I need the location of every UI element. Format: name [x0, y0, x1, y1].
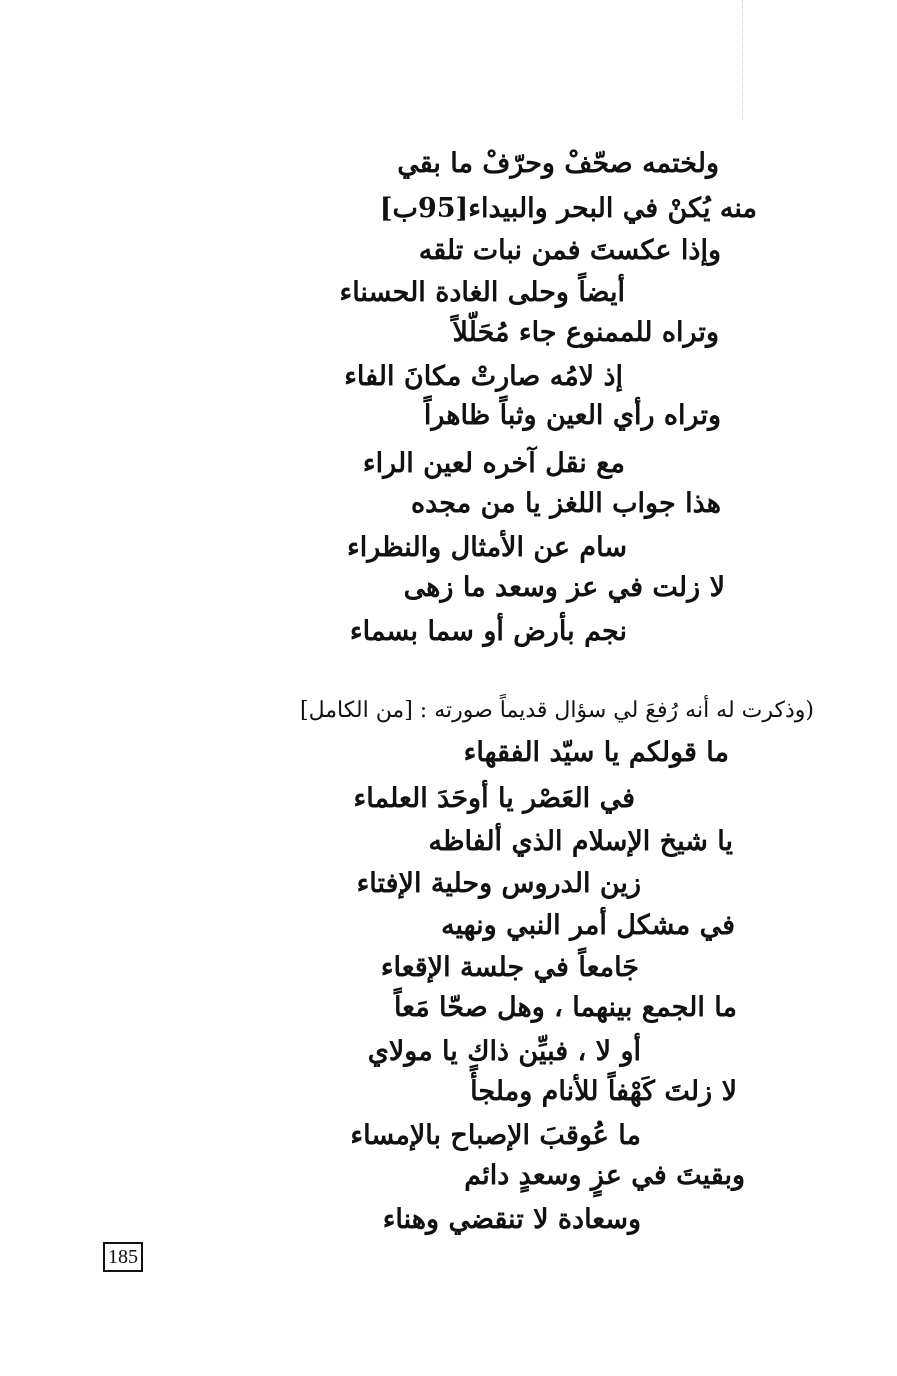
poem2-line-2: في العَصْر يا أوحَدَ العلماء [353, 783, 635, 814]
poem1-line-11: لا زلت في عز وسعد ما زهى [403, 572, 725, 603]
poem1-line-12: نجم بأرض أو سما بسماء [349, 616, 627, 647]
poem2-line-5: في مشكل أمر النبي ونهيه [441, 910, 735, 941]
page-number: 185 [103, 1242, 143, 1272]
poem1-line-2: منه يُكنْ في البحر والبيداء[95ب] [379, 193, 757, 224]
section-heading: (وذكرت له أنه رُفعَ لي سؤال قديماً صورته : [من الكامل] [300, 698, 814, 723]
poem2-line-4: زين الدروس وحلية الإفتاء [356, 868, 641, 899]
poem2-line-12: وسعادة لا تنقضي وهناء [382, 1204, 641, 1235]
poem1-line-3: وإذا عكستَ فمن نبات تلقه [418, 235, 721, 266]
poem2-line-10: ما عُوقبَ الإصباح بالإمساء [350, 1120, 641, 1151]
poem2-line-7: ما الجمع بينهما ، وهل صحّا مَعاً [393, 992, 737, 1023]
poem1-line-5: وتراه للممنوع جاء مُحَلّلاً [452, 317, 719, 348]
poem1-line-10: سام عن الأمثال والنظراء [347, 532, 627, 563]
poem1-line-6: إذ لامُه صارتْ مكانَ الفاء [344, 361, 623, 392]
poem2-line-6: جَامعاً في جلسة الإقعاء [380, 952, 639, 983]
poem1-line-4: أيضاً وحلى الغادة الحسناء [339, 277, 625, 308]
poem2-line-8: أو لا ، فبيِّن ذاك يا مولاي [367, 1036, 641, 1067]
poem1-line-7: وتراه رأي العين وثباً ظاهراً [423, 400, 721, 431]
margin-dotted-line [742, 0, 743, 120]
poem2-line-9: لا زلتَ كَهْفاً للأنام وملجأً [470, 1076, 737, 1107]
poem1-line-1: ولختمه صحّفْ وحرّفْ ما بقي [397, 148, 719, 179]
poem2-line-1: ما قولكم يا سيّد الفقهاء [463, 737, 729, 768]
poem1-line-8: مع نقل آخره لعين الراء [362, 448, 625, 479]
poem1-line-9: هذا جواب اللغز يا من مجده [410, 488, 721, 519]
poem2-line-11: وبقيتَ في عزٍ وسعدٍ دائم [464, 1160, 745, 1191]
poem2-line-3: يا شيخ الإسلام الذي ألفاظه [428, 826, 733, 857]
